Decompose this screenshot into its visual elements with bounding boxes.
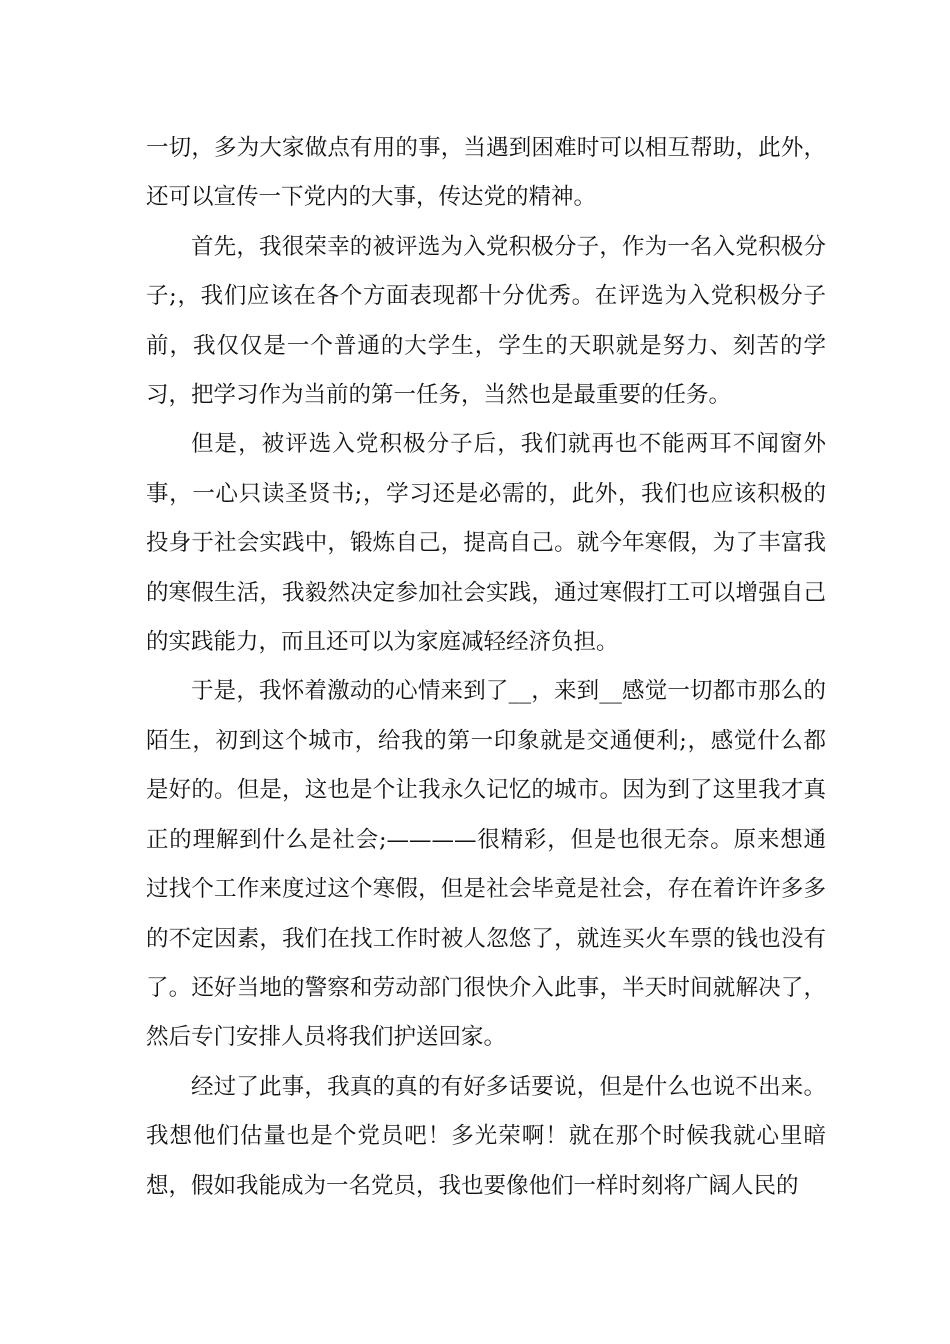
paragraph: 于是，我怀着激动的心情来到了__，来到__感觉一切都市那么的陌生，初到这个城市，给我的第一印象就是交通便利;，感觉什么都是好的。但是，这也是个让我永久记忆的城市。因为到了这里我才真正的理解到什么是社会;————很精彩，但是也很无奈。原来想通过找个工作来度过这个寒假，但是社会毕竟是社会，存在着许许多多的不定因素，我们在找工作时被人忽悠了，就连买火车票的钱也没有了。还好当地的警察和劳动部门很快介入此事，半天时间就解决了，然后专门安排人员将我们护送回家。 [146, 678, 826, 1051]
paragraph: 首先，我很荣幸的被评选为入党积极分子，作为一名入党积极分子;，我们应该在各个方面表现都十分优秀。在评选为入党积极分子前，我仅仅是一个普通的大学生，学生的天职就是努力、刻苦的学习，把学习作为当前的第一任务，当然也是最重要的任务。 [146, 233, 826, 409]
body-text [146, 124, 826, 1211]
paragraph: 经过了此事，我真的真的有好多话要说，但是什么也说不出来。我想他们估量也是个党员吧！多光荣啊！就在那个时候我就心里暗想，假如我能成为一名党员，我也要像他们一样时刻将广阔人民的 [146, 1073, 826, 1199]
paragraph-continuation: 一切，多为大家做点有用的事，当遇到困难时可以相互帮助，此外，还可以宣传一下党内的大事，传达党的精神。 [146, 135, 826, 211]
paragraph: 但是，被评选入党积极分子后，我们就再也不能两耳不闻窗外事，一心只读圣贤书;，学习还是必需的，此外，我们也应该积极的投身于社会实践中，锻炼自己，提高自己。就今年寒假，为了丰富我的寒假生活，我毅然决定参加社会实践，通过寒假打工可以增强自己的实践能力，而且还可以为家庭减轻经济负担。 [146, 431, 826, 656]
